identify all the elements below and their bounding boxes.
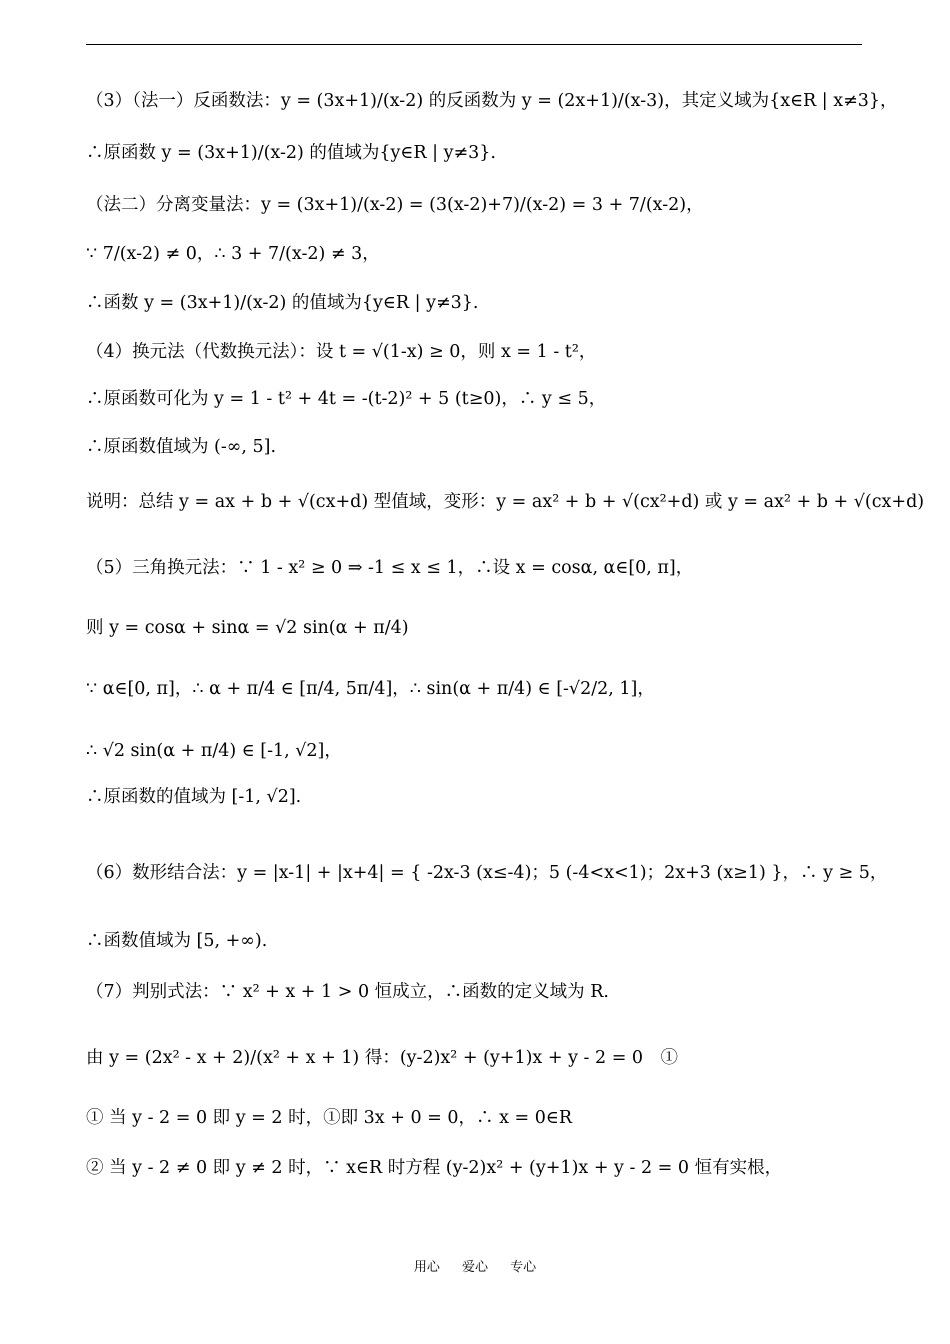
text-line: ② 当 y - 2 ≠ 0 即 y ≠ 2 时，∵ x∈R 时方程 (y-2)x² + (y+1)x + y - 2 = 0 恒有实根，	[86, 1158, 783, 1178]
text-line: （5）三角换元法：∵ 1 - x² ≥ 0 ⇒ -1 ≤ x ≤ 1，∴设 x = cosα, α∈[0, π]，	[86, 558, 694, 578]
text-line: ∴原函数的值域为 [-1, √2].	[86, 787, 302, 807]
header-rule	[86, 44, 862, 45]
text-line: ∴原函数值域为 (-∞, 5].	[86, 437, 277, 457]
text-line: ∵ 7/(x-2) ≠ 0，∴ 3 + 7/(x-2) ≠ 3，	[86, 244, 380, 264]
text-line: 则 y = cosα + sinα = √2 sin(α + π/4)	[86, 618, 409, 638]
text-line: （7）判别式法：∵ x² + x + 1 > 0 恒成立，∴函数的定义域为 R.	[86, 982, 609, 1002]
text-line: ∴函数值域为 [5, +∞).	[86, 931, 268, 951]
text-line: （4）换元法（代数换元法）：设 t = √(1-x) ≥ 0，则 x = 1 - t²，	[86, 342, 597, 362]
text-line: ∴函数 y = (3x+1)/(x-2) 的值域为{y∈R | y≠3}.	[86, 293, 479, 313]
text-line: ∴ √2 sin(α + π/4) ∈ [-1, √2]，	[86, 741, 342, 761]
text-line: ∴原函数可化为 y = 1 - t² + 4t = -(t-2)² + 5 (t≥0)，∴ y ≤ 5，	[86, 389, 607, 409]
text-line: 说明：总结 y = ax + b + √(cx+d) 型值域，变形：y = ax² + b + √(cx²+d) 或 y = ax² + b + √(cx+d)	[86, 492, 925, 512]
text-line: ∵ α∈[0, π]，∴ α + π/4 ∈ [π/4, 5π/4]，∴ sin(α + π/4) ∈ [-√2/2, 1]，	[86, 679, 655, 699]
text-line: （3）（法一）反函数法：y = (3x+1)/(x-2) 的反函数为 y = (2x+1)/(x-3)，其定义域为{x∈R | x≠3}，	[86, 91, 898, 111]
text-line: ① 当 y - 2 = 0 即 y = 2 时，①即 3x + 0 = 0，∴ x = 0∈R	[86, 1108, 573, 1128]
text-line: ∴原函数 y = (3x+1)/(x-2) 的值域为{y∈R | y≠3}.	[86, 143, 496, 163]
page-footer: 用心 爱心 专心	[413, 1260, 537, 1275]
text-line: （法二）分离变量法：y = (3x+1)/(x-2) = (3(x-2)+7)/(x-2) = 3 + 7/(x-2)，	[86, 195, 704, 215]
text-line: 由 y = (2x² - x + 2)/(x² + x + 1) 得：(y-2)x² + (y+1)x + y - 2 = 0 ①	[86, 1048, 679, 1068]
text-line: （6）数形结合法：y = |x-1| + |x+4| = { -2x-3 (x≤-4)；5 (-4<x<1)；2x+3 (x≥1) }，∴ y ≥ 5，	[86, 863, 888, 883]
